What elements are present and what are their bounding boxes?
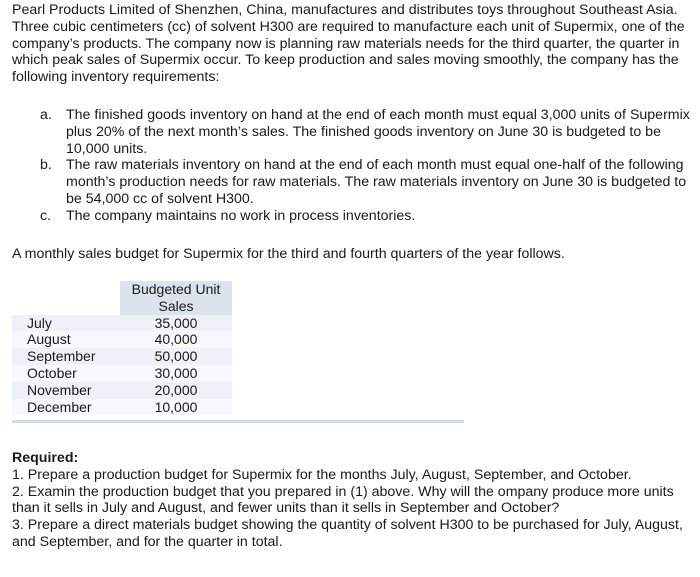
sales-cell: 50,000 [120,348,232,365]
table-row [12,399,232,416]
month-cell: October [12,365,120,382]
requirement-text: The finished goods inventory on hand at the end of each month must equal 3,000 units of Supermix plus 20% of the next month’s sales. The finished goods inventory on June 30 is budgeted to be 10,000 units. [66,107,690,157]
month-cell: September [12,348,120,365]
month-cell: August [12,331,120,348]
requirement-text: The raw materials inventory on hand at the end of each month must equal one-half of the following month’s production needs for raw materials. The raw materials inventory on June 30 is budgeted to be 54,000 cc of solvent H300. [66,157,687,207]
requirement-item [40,157,690,207]
requirement-text: The company maintains no work in process inventories. [66,207,416,224]
sales-cell: 40,000 [120,331,232,348]
table-row [12,315,232,332]
requirement-item [40,107,690,157]
sales-cell: 10,000 [120,399,232,416]
sales-budget-lead: A monthly sales budget for Supermix for the third and fourth quarters of the year follows. [12,246,565,262]
requirement-marker: c. [40,207,52,224]
sales-budget-table [12,281,232,415]
requirement-marker: a. [40,107,52,123]
sales-cell: 30,000 [120,365,232,382]
required-heading: Required: [12,450,79,466]
requirement-marker: b. [40,157,52,174]
sales-cell: 35,000 [120,315,232,332]
month-cell: December [12,399,120,416]
required-section [12,450,696,551]
table-row [12,331,232,348]
header-line-1: Budgeted Unit [131,281,221,297]
sales-cell: 20,000 [120,382,232,399]
table-row [12,348,232,365]
required-item: 2. Examin the production budget that you prepared in (1) above. Why will the ompany produce more units than it sells in July and August, and fewer units than it sells in September and October? [12,483,674,517]
month-cell: July [12,315,120,332]
table-row [12,365,232,382]
inventory-requirements-list [40,107,690,225]
intro-paragraph: Pearl Products Limited of Shenzhen, China, manufactures and distributes toys throughout Southeast Asia. Three cubic centimeters (cc) of solvent H300 are required to manufacture each unit of Supermix, one of the company’s products. The company now is planning raw materials needs for the third quarter, the quarter in which peak sales of Supermix occur. To keep production and sales moving smoothly, the company has the following inventory requirements: [12,2,685,86]
header-line-2: Sales [158,297,194,314]
requirement-item [40,208,690,225]
budgeted-sales-column-header [120,281,232,315]
table-header-row [12,281,232,315]
month-column-header [12,281,120,315]
required-item: 3. Prepare a direct materials budget showing the quantity of solvent H300 to be purchased for July, August, and September, and for the quarter in total. [12,517,683,550]
table-row [12,382,232,399]
month-cell: November [12,382,120,399]
section-divider [12,420,464,423]
required-item: 1. Prepare a production budget for Supermix for the months July, August, September, and October. [12,466,632,483]
